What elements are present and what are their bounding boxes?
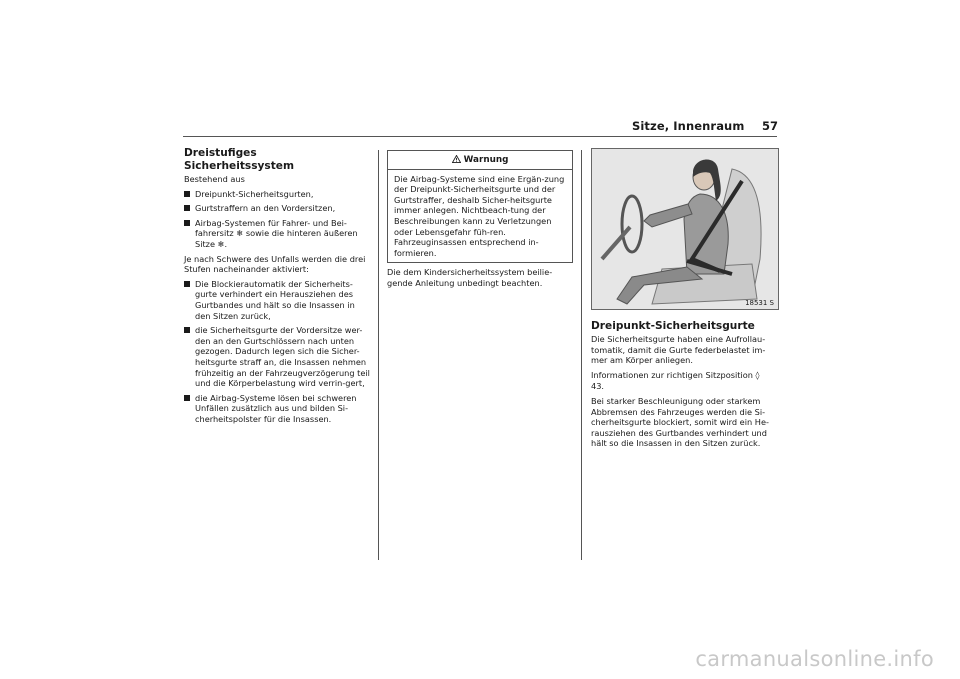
warning-title: Warnung <box>463 155 509 165</box>
belt-text-1: Die Sicherheitsgurte haben eine Aufrollau-tomatik, damit die Gurte federbelastet im-mer am Körper anliegen. <box>591 334 766 366</box>
warning-header <box>388 151 572 170</box>
header-divider <box>183 136 777 137</box>
middle-column <box>387 150 573 293</box>
list-item-airbags: Airbag-Systemen für Fahrer- und Bei-fahrersitz ❄ sowie die hinteren äußeren Sitze ❄. <box>184 218 370 250</box>
section-heading-three-point-belts: Dreipunkt-Sicherheitsgurte <box>591 320 755 332</box>
list-item: die Sicherheitsgurte der Vordersitze wer-den an den Gurtschlössern nach unten gezogen. Dadurch legen sich die Sicher-heitsgurte straff an, die Insassen nehmen frühzeitig an der Fahrzeugverzögerung teil und die Körperbelastung wird verrin-gert, <box>184 325 370 389</box>
warning-triangle-icon <box>452 155 464 165</box>
page-reference-icon: ◊ <box>755 370 760 380</box>
seated-driver-illustration-icon <box>592 149 778 309</box>
page-reference-link[interactable]: 43. <box>591 381 605 392</box>
airbag-symbol-icon: ❄ <box>217 238 225 249</box>
page-header-title: Sitze, Innenraum <box>632 119 745 133</box>
belt-text-2: Informationen zur richtigen Sitzposition ◊ 43. <box>591 369 760 392</box>
page-number: 57 <box>762 119 779 133</box>
image-reference-label: 18531 S <box>745 299 774 307</box>
intro-text: Bestehend aus <box>184 174 245 184</box>
list-item: die Airbag-Systeme lösen bei schweren Unfällen zusätzlich aus und bilden Si-cherheitspolster für die Insassen. <box>184 393 370 425</box>
column-divider-1 <box>378 150 379 560</box>
list-item: Gurtstraffern an den Vordersitzen, <box>184 203 370 214</box>
warning-text: Die Airbag-Systeme sind eine Ergän-zung der Dreipunkt-Sicherheitsgurte und der Gurtstraffer, deshalb Sicher-heitsgurte immer anlegen. Nichtbeach-tung der Beschreibungen kann zu Verletzungen oder Lebensgefahr füh-ren. Fahrzeuginsassen entsprechend in-formieren. <box>394 173 565 258</box>
left-column <box>184 147 370 428</box>
warning-box <box>387 150 573 263</box>
stages-text: Je nach Schwere des Unfalls werden die drei Stufen nacheinander aktiviert: <box>184 253 366 275</box>
airbag-symbol-icon: ❄ <box>236 228 244 239</box>
column-divider-2 <box>581 150 582 560</box>
list-item: Dreipunkt-Sicherheitsgurten, <box>184 189 370 200</box>
list-item: Die Blockierautomatik der Sicherheits-gurte verhindert ein Herausziehen des Gurtbandes und hält so die Insassen in den Sitzen zurück, <box>184 279 370 321</box>
belt-text-3: Bei starker Beschleunigung oder starkem Abbremsen des Fahrzeuges werden die Si-cherheitsgurte blockiert, somit wird ein He-rausziehen des Gurtbandes verhindert und hält so die Insassen in den Sitzen zurück. <box>591 395 769 449</box>
watermark: carmanualsonline.info <box>695 647 934 671</box>
right-column <box>591 320 781 453</box>
section-heading-safety-system: Dreistufiges Sicherheitssystem <box>184 147 295 172</box>
seatbelt-illustration <box>591 148 779 310</box>
child-seat-note: Die dem Kindersicherheitssystem beilie-gende Anleitung unbedingt beachten. <box>387 267 553 288</box>
